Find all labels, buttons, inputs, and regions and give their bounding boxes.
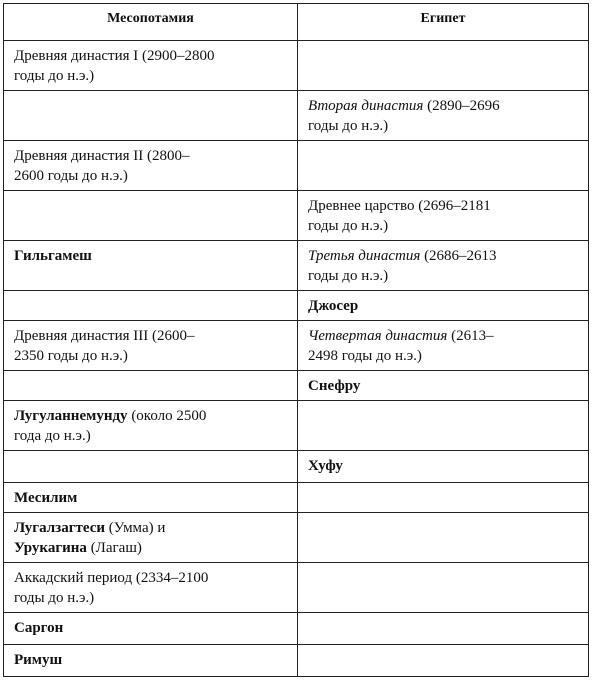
egypt-cell: [298, 401, 589, 451]
ruler-name: Джосер: [308, 298, 359, 314]
egypt-cell: [298, 91, 589, 141]
mesopotamia-cell-text: [14, 246, 216, 266]
mesopotamia-cell: [4, 91, 298, 141]
egypt-cell-text: [308, 326, 510, 366]
table-row: [4, 91, 589, 141]
ruler-name: Месилим: [14, 490, 78, 506]
mesopotamia-cell: [4, 291, 298, 321]
table-row: [4, 321, 589, 371]
mesopotamia-cell-text: [14, 568, 216, 608]
egypt-cell-text: [308, 246, 510, 286]
table-row: [4, 41, 589, 91]
egypt-cell-text: [308, 456, 510, 476]
period-text: Древняя династия III (2600–2350 годы до н.э.): [14, 328, 195, 364]
mesopotamia-cell: [4, 513, 298, 563]
period-text: Древнее царство (2696–2181 годы до н.э.): [308, 198, 491, 234]
mesopotamia-cell-text: [14, 326, 216, 366]
table-row: [4, 483, 589, 513]
egypt-cell-text: [308, 296, 510, 316]
egypt-cell: [298, 513, 589, 563]
mesopotamia-cell-text: [14, 650, 216, 670]
mesopotamia-cell: [4, 563, 298, 613]
period-text: (2890–2696 годы до н.э.): [308, 98, 500, 134]
egypt-cell: [298, 241, 589, 291]
dynasty-name: Вторая династия: [308, 98, 424, 114]
dynasty-name: Четвертая династия: [308, 328, 448, 344]
mesopotamia-cell-text: [14, 406, 216, 446]
mesopotamia-cell: [4, 191, 298, 241]
period-text: Древняя династия II (2800–2600 годы до н.э.): [14, 148, 190, 184]
column-header-egypt: Египет: [298, 4, 589, 41]
egypt-cell: [298, 451, 589, 483]
egypt-cell-text: [308, 96, 510, 136]
table-row: [4, 645, 589, 677]
egypt-cell: [298, 371, 589, 401]
mesopotamia-cell: [4, 613, 298, 645]
mesopotamia-cell-text: [14, 46, 216, 86]
mesopotamia-cell-text: [14, 488, 216, 508]
period-text: (2613–2498 годы до н.э.): [308, 328, 494, 364]
mesopotamia-cell: [4, 401, 298, 451]
period-text: (около 2500 года до н.э.): [14, 408, 207, 444]
ruler-name: Лугалзагтеси: [14, 520, 106, 536]
table-row: [4, 241, 589, 291]
egypt-cell: [298, 41, 589, 91]
dynasty-name: Третья династия: [308, 248, 421, 264]
mesopotamia-cell-text: [14, 518, 216, 558]
egypt-cell: [298, 645, 589, 677]
ruler-name: Урукагина: [14, 540, 87, 556]
egypt-cell: [298, 613, 589, 645]
mesopotamia-cell: [4, 645, 298, 677]
egypt-cell: [298, 483, 589, 513]
mesopotamia-cell: [4, 321, 298, 371]
period-text: (Умма) и: [105, 520, 166, 536]
egypt-cell: [298, 321, 589, 371]
table-row: [4, 371, 589, 401]
mesopotamia-cell: [4, 371, 298, 401]
egypt-cell-text: [308, 196, 510, 236]
ruler-name: Саргон: [14, 620, 64, 636]
mesopotamia-cell: [4, 41, 298, 91]
ruler-name: Римуш: [14, 652, 63, 668]
egypt-cell: [298, 291, 589, 321]
period-text: (Лагаш): [86, 540, 142, 556]
table-row: [4, 291, 589, 321]
ruler-name: Лугуланнемунду: [14, 408, 128, 424]
egypt-cell: [298, 563, 589, 613]
mesopotamia-cell: [4, 141, 298, 191]
table-row: [4, 401, 589, 451]
ruler-name: Хуфу: [308, 458, 343, 474]
period-text: (2686–2613 годы до н.э.): [308, 248, 497, 284]
mesopotamia-cell-text: [14, 618, 216, 638]
period-text: Аккадский период (2334–2100 годы до н.э.): [14, 570, 209, 606]
egypt-cell: [298, 191, 589, 241]
table-header-row: [4, 4, 589, 41]
mesopotamia-cell: [4, 483, 298, 513]
ruler-name: Гильгамеш: [14, 248, 92, 264]
chronology-table: [3, 3, 589, 677]
table-row: [4, 141, 589, 191]
egypt-cell: [298, 141, 589, 191]
period-text: Древняя династия I (2900–2800 годы до н.э.): [14, 48, 215, 84]
mesopotamia-cell: [4, 451, 298, 483]
column-header-mesopotamia: Месопотамия: [4, 4, 298, 41]
table-row: [4, 563, 589, 613]
egypt-cell-text: [308, 376, 510, 396]
table-row: [4, 451, 589, 483]
table-row: [4, 191, 589, 241]
table-row: [4, 613, 589, 645]
ruler-name: Снефру: [308, 378, 361, 394]
mesopotamia-cell: [4, 241, 298, 291]
mesopotamia-cell-text: [14, 146, 216, 186]
table-row: [4, 513, 589, 563]
